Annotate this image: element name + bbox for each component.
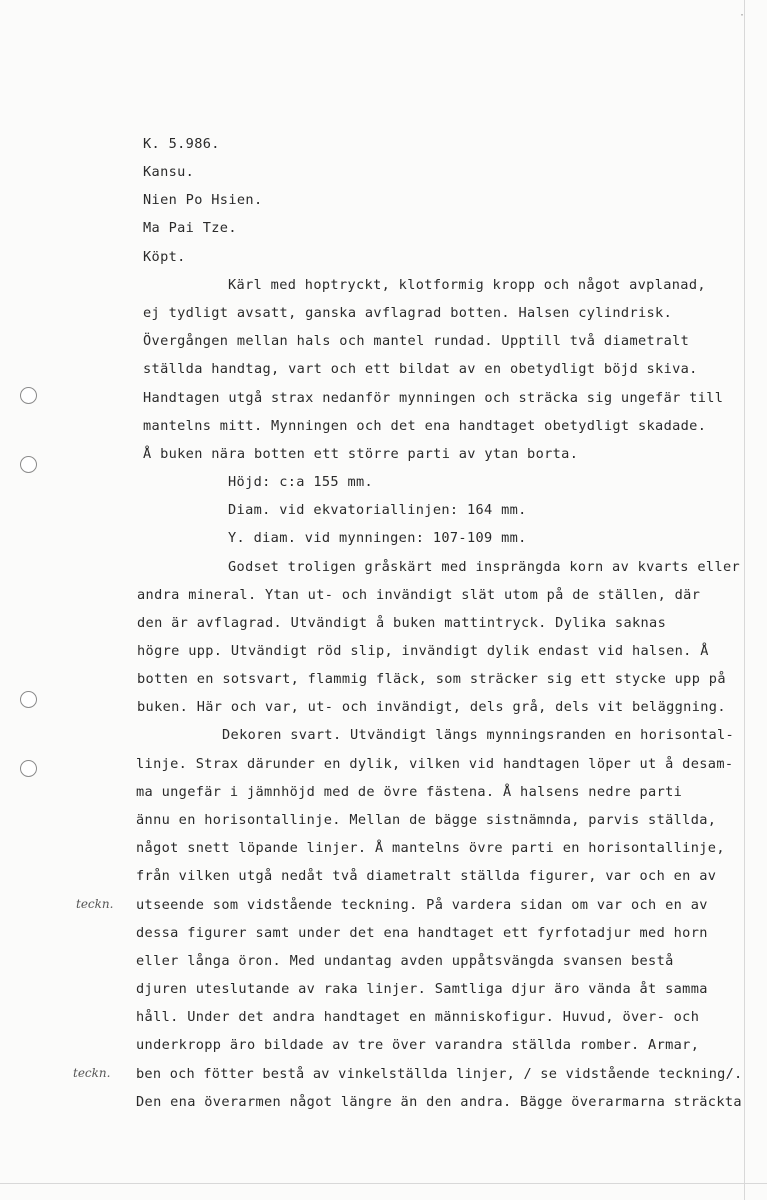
- body-line: Den ena överarmen något längre än den andra. Bägge överarmarna sträckta: [136, 1094, 742, 1110]
- body-line: Handtagen utgå strax nedanför mynningen och sträcka sig ungefär till: [143, 390, 724, 406]
- corner-mark: ·: [738, 10, 745, 21]
- body-line: djuren uteslutande av raka linjer. Samtliga djur äro vända åt samma: [136, 981, 708, 997]
- body-line: från vilken utgå nedåt två diametralt ställda figurer, var och en av: [136, 868, 717, 884]
- body-line: högre upp. Utvändigt röd slip, invändigt dylik endast vid halsen. Å: [137, 643, 709, 659]
- body-line: Övergången mellan hals och mantel rundad. Upptill två diametralt: [143, 333, 690, 349]
- body-line: dessa figurer samt under det ena handtaget ett fyrfotadjur med horn: [136, 925, 708, 941]
- district: Nien Po Hsien.: [143, 192, 263, 208]
- body-line: håll. Under det andra handtaget en människofigur. Huvud, över- och: [136, 1009, 700, 1025]
- body-line: underkropp äro bildade av tre över varandra ställda romber. Armar,: [136, 1037, 700, 1053]
- punch-hole: [20, 760, 37, 777]
- punch-hole: [20, 691, 37, 708]
- body-line: Kärl med hoptryckt, klotformig kropp och något avplanad,: [228, 277, 706, 293]
- body-line: Diam. vid ekvatoriallinjen: 164 mm.: [228, 502, 527, 518]
- catalog-number: K. 5.986.: [143, 136, 220, 152]
- body-line: ej tydligt avsatt, ganska avflagrad botten. Halsen cylindrisk.: [143, 305, 673, 321]
- body-line: något snett löpande linjer. Å mantelns övre parti en horisontallinje,: [136, 840, 725, 856]
- margin-note: teckn.: [73, 1066, 111, 1080]
- body-line: Dekoren svart. Utvändigt längs mynningsranden en horisontal-: [222, 727, 735, 743]
- punch-hole: [20, 387, 37, 404]
- body-line: eller långa öron. Med undantag avden uppåtsvängda svansen bestå: [136, 953, 674, 969]
- body-line: buken. Här och var, ut- och invändigt, dels grå, dels vit beläggning.: [137, 699, 726, 715]
- site: Ma Pai Tze.: [143, 220, 237, 236]
- body-line: Å buken nära botten ett större parti av ytan borta.: [143, 446, 579, 462]
- body-line: Höjd: c:a 155 mm.: [228, 474, 374, 490]
- page-edge-right: [744, 0, 745, 1200]
- province: Kansu.: [143, 164, 195, 180]
- body-line: botten en sotsvart, flammig fläck, som sträcker sig ett stycke upp på: [137, 671, 726, 687]
- punch-hole: [20, 456, 37, 473]
- margin-note: teckn.: [76, 897, 114, 911]
- body-line: den är avflagrad. Utvändigt å buken mattintryck. Dylika saknas: [137, 615, 667, 631]
- body-line: Y. diam. vid mynningen: 107-109 mm.: [228, 530, 527, 546]
- page-edge-bottom: [0, 1183, 767, 1184]
- body-line: mantelns mitt. Mynningen och det ena handtaget obetydligt skadade.: [143, 418, 707, 434]
- body-line: ben och fötter bestå av vinkelställda linjer, / se vidstående teckning/.: [136, 1066, 743, 1082]
- acquisition: Köpt.: [143, 249, 186, 265]
- body-line: ställda handtag, vart och ett bildat av en obetydligt böjd skiva.: [143, 361, 698, 377]
- body-line: ma ungefär i jämnhöjd med de övre fästena. Å halsens nedre parti: [136, 784, 683, 800]
- body-line: Godset troligen gråskärt med insprängda korn av kvarts eller: [228, 559, 741, 575]
- body-line: linje. Strax därunder en dylik, vilken vid handtagen löper ut å desam-: [136, 756, 734, 772]
- body-line: andra mineral. Ytan ut- och invändigt slät utom på de ställen, där: [137, 587, 701, 603]
- body-line: ännu en horisontallinje. Mellan de bägge sistnämnda, parvis ställda,: [136, 812, 717, 828]
- body-line: utseende som vidstående teckning. På vardera sidan om var och en av: [136, 897, 708, 913]
